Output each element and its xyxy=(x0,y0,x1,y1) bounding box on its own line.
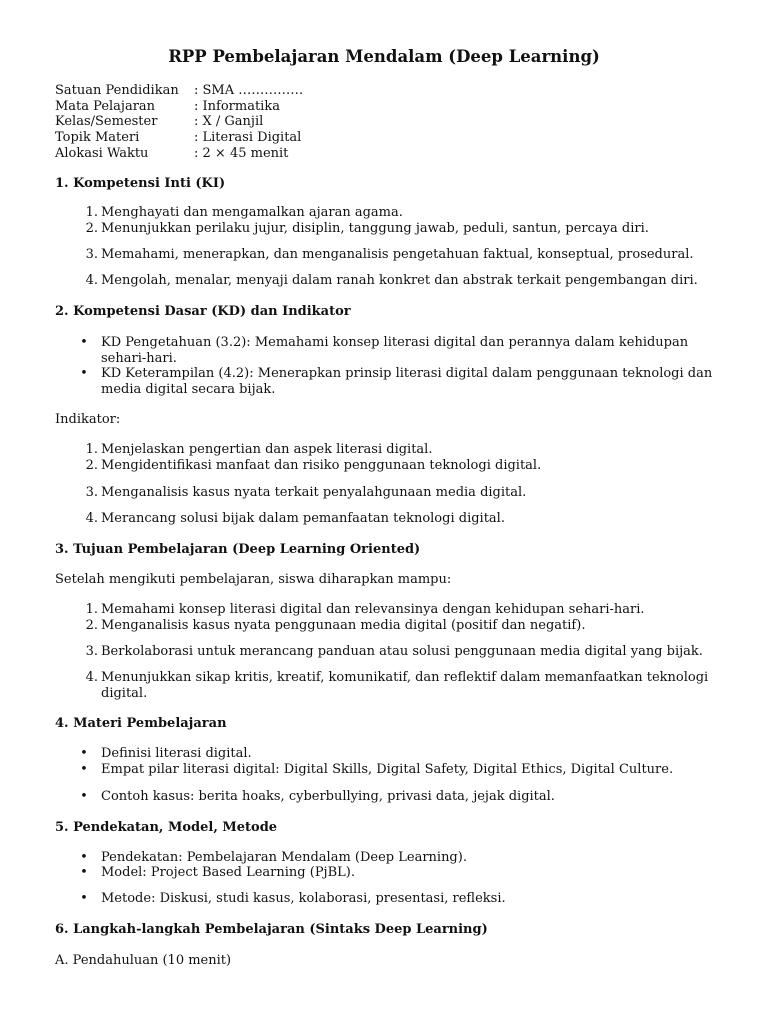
list-item xyxy=(85,602,721,618)
info-value: : 2 × 45 menit xyxy=(194,145,289,161)
list-item-text: Berkolaborasi untuk merancang panduan atau solusi penggunaan media digital yang bijak. xyxy=(101,644,703,659)
info-value: : SMA …………… xyxy=(194,83,304,98)
list-item-text: Menganalisis kasus nyata penggunaan media digital (positif dan negatif). xyxy=(101,618,586,633)
subsection-pendahuluan: A. Pendahuluan (10 menit) xyxy=(55,953,232,968)
list-item xyxy=(80,762,721,778)
list-item xyxy=(85,485,721,501)
info-row xyxy=(55,114,303,130)
list-item xyxy=(80,865,721,881)
list-item xyxy=(85,205,721,221)
bullet-marker: • xyxy=(80,850,88,865)
list-item-text: Definisi literasi digital. xyxy=(101,746,252,761)
list-item-text: Merancang solusi bijak dalam pemanfaatan teknologi digital. xyxy=(101,511,505,526)
info-row xyxy=(55,146,303,162)
bullet-marker: • xyxy=(80,746,88,761)
list-item-text: Menghayati dan mengamalkan ajaran agama. xyxy=(101,205,403,220)
list-number: 1. xyxy=(85,602,98,617)
identity-table xyxy=(55,83,303,161)
list-item-text: KD Pengetahuan (3.2): Memahami konsep literasi digital dan perannya dalam kehidupan sehari-hari. xyxy=(101,335,689,366)
list-item xyxy=(80,789,721,805)
list-item xyxy=(85,618,721,634)
list-item-text: Metode: Diskusi, studi kasus, kolaborasi, presentasi, refleksi. xyxy=(101,891,506,906)
info-row xyxy=(55,130,303,146)
info-label: Alokasi Waktu xyxy=(55,145,149,161)
list-item-text: KD Keterampilan (4.2): Menerapkan prinsip literasi digital dalam penggunaan teknologi dan media digital secara bijak. xyxy=(101,366,713,397)
list-item xyxy=(85,644,721,660)
list-item-text: Pendekatan: Pembelajaran Mendalam (Deep Learning). xyxy=(101,850,467,865)
bullet-marker: • xyxy=(80,789,88,804)
info-value: : X / Ganjil xyxy=(194,114,264,130)
list-item-text: Menganalisis kasus nyata terkait penyalahgunaan media digital. xyxy=(101,485,527,500)
list-item-text: Memahami, menerapkan, dan menganalisis pengetahuan faktual, konseptual, prosedural. xyxy=(101,247,694,262)
list-item-text: Mengolah, menalar, menyaji dalam ranah konkret dan abstrak terkait pengembangan diri. xyxy=(101,273,698,288)
list-item xyxy=(85,670,721,702)
list-item-text: Empat pilar literasi digital: Digital Skills, Digital Safety, Digital Ethics, Digital Culture. xyxy=(101,762,674,777)
list-number: 2. xyxy=(85,618,98,633)
list-number: 2. xyxy=(85,221,98,236)
section-heading-ki: 1. Kompetensi Inti (KI) xyxy=(55,176,226,191)
list-item xyxy=(85,511,721,527)
list-number: 3. xyxy=(85,247,98,262)
list-number: 1. xyxy=(85,442,98,457)
list-item-text: Model: Project Based Learning (PjBL). xyxy=(101,865,355,880)
list-number: 3. xyxy=(85,644,98,659)
list-item xyxy=(80,366,721,398)
bullet-marker: • xyxy=(80,366,88,381)
info-row xyxy=(55,83,303,99)
bullet-marker: • xyxy=(80,335,88,350)
list-item-text: Menunjukkan sikap kritis, kreatif, komunikatif, dan reflektif dalam memanfaatkan teknologi digital. xyxy=(101,670,709,701)
info-label: Mata Pelajaran xyxy=(55,98,156,114)
bullet-marker: • xyxy=(80,865,88,880)
list-item xyxy=(80,335,721,367)
info-label: Satuan Pendidikan xyxy=(55,83,179,98)
section-heading-materi: 4. Materi Pembelajaran xyxy=(55,716,227,731)
list-item xyxy=(80,746,721,762)
tujuan-intro: Setelah mengikuti pembelajaran, siswa diharapkan mampu: xyxy=(55,572,452,587)
list-item xyxy=(85,273,721,289)
info-label: Topik Materi xyxy=(55,130,140,146)
list-item xyxy=(80,891,721,907)
list-item-text: Memahami konsep literasi digital dan relevansinya dengan kehidupan sehari-hari. xyxy=(101,602,645,617)
indikator-label: Indikator: xyxy=(55,412,121,427)
list-number: 1. xyxy=(85,205,98,220)
list-item-text: Mengidentifikasi manfaat dan risiko penggunaan teknologi digital. xyxy=(101,458,542,473)
info-row xyxy=(55,99,303,115)
section-heading-tujuan: 3. Tujuan Pembelajaran (Deep Learning Oriented) xyxy=(55,542,421,557)
section-heading-kd: 2. Kompetensi Dasar (KD) dan Indikator xyxy=(55,304,351,319)
list-item xyxy=(85,221,721,237)
list-number: 3. xyxy=(85,485,98,500)
list-item-text: Menunjukkan perilaku jujur, disiplin, tanggung jawab, peduli, santun, percaya diri. xyxy=(101,221,649,236)
bullet-marker: • xyxy=(80,762,88,777)
bullet-marker: • xyxy=(80,891,88,906)
list-item xyxy=(80,850,721,866)
list-number: 4. xyxy=(85,511,98,526)
list-item xyxy=(85,442,721,458)
document-title: RPP Pembelajaran Mendalam (Deep Learning) xyxy=(168,47,600,66)
info-value: : Literasi Digital xyxy=(194,130,302,146)
list-item-text: Menjelaskan pengertian dan aspek literasi digital. xyxy=(101,442,433,457)
section-heading-pendekatan: 5. Pendekatan, Model, Metode xyxy=(55,820,278,835)
list-number: 2. xyxy=(85,458,98,473)
list-number: 4. xyxy=(85,670,98,685)
info-value: : Informatika xyxy=(194,98,280,114)
list-number: 4. xyxy=(85,273,98,288)
info-label: Kelas/Semester xyxy=(55,114,158,130)
section-heading-langkah: 6. Langkah-langkah Pembelajaran (Sintaks Deep Learning) xyxy=(55,922,488,937)
list-item xyxy=(85,247,721,263)
list-item-text: Contoh kasus: berita hoaks, cyberbullying, privasi data, jejak digital. xyxy=(101,789,555,804)
list-item xyxy=(85,458,721,474)
